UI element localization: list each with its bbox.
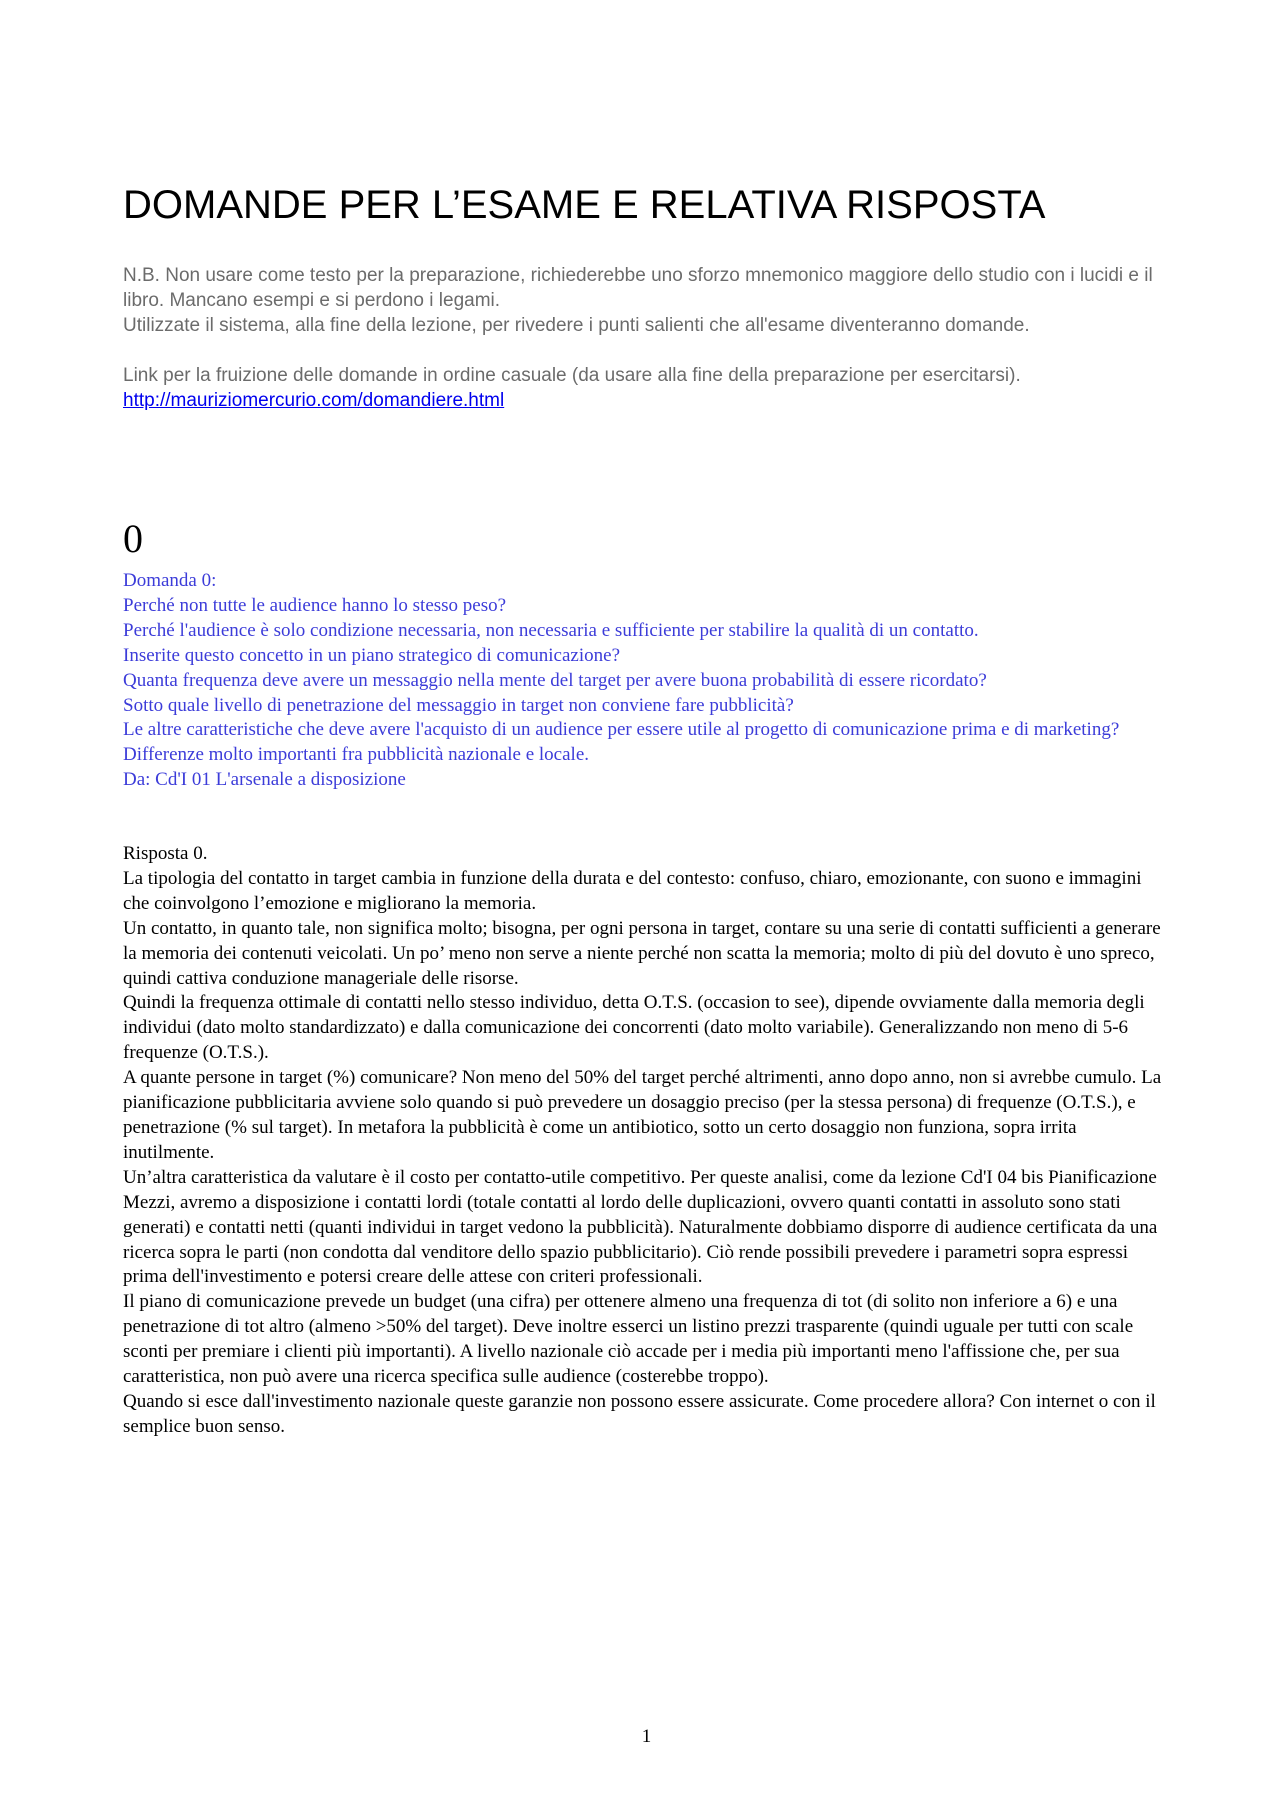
spacer: [123, 338, 1170, 363]
section-number: 0: [123, 516, 143, 561]
intro-note-line: Utilizzate il sistema, alla fine della lezione, per rivedere i punti salienti che all'esame diventeranno domande.: [123, 315, 1030, 336]
answer-heading: Risposta 0.: [123, 843, 208, 864]
domandiere-link[interactable]: http://mauriziomercurio.com/domandiere.html: [123, 390, 505, 411]
link-description: Link per la fruizione delle domande in ordine casuale (da usare alla fine della preparazione per esercitarsi).: [123, 365, 1021, 386]
answer-paragraph: Un contatto, in quanto tale, non significa molto; bisogna, per ogni persona in target, contare su una serie di contatti sufficienti a generare la memoria dei contenuti veicolati. Un po’ meno non serve a niente perché non scatta la memoria; molto di più del dovuto è uno spreco, quindi cattiva conduzione manageriale delle risorse.: [123, 917, 1161, 989]
answer-paragraph: Quando si esce dall'investimento nazionale queste garanzie non possono essere assicurate. Come procedere allora? Con internet o con il semplice buon senso.: [123, 1390, 1156, 1437]
answer-paragraph: A quante persone in target (%) comunicare? Non meno del 50% del target perché altrimenti, anno dopo anno, non si avrebbe cumulo. La pianificazione pubblicitaria avviene solo quando si può prevedere un dosaggio preciso (per la stessa persona) di frequenze (O.T.S.), e penetrazione (% sul target). In metafora la pubblicità è come un antibiotico, sotto un certo dosaggio non funziona, sopra irrita inutilmente.: [123, 1067, 1162, 1163]
answer-paragraph: Quindi la frequenza ottimale di contatti nello stesso individuo, detta O.T.S. (occasion to see), dipende ovviamente dalla memoria degli individui (dato molto standardizzato) e dalla comunicazione dei concorrenti (dato molto variabile). Generalizzando non meno di 5-6 frequenze (O.T.S.).: [123, 992, 1145, 1064]
document-page: [123, 0, 1170, 1811]
answer-paragraph: La tipologia del contatto in target cambia in funzione della durata e del contesto: confuso, chiaro, emozionante, con suono e immagini che coinvolgono l’emozione e migliorano la memoria.: [123, 867, 1142, 914]
intro-note: [123, 263, 1170, 413]
document-title: DOMANDE PER L’ESAME E RELATIVA RISPOSTA: [123, 183, 1046, 227]
question-block: [123, 569, 1170, 793]
question-source: Da: Cd'I 01 L'arsenale a disposizione: [123, 769, 406, 791]
question-line: Quanta frequenza deve avere un messaggio nella mente del target per avere buona probabilità di essere ricordato?: [123, 669, 987, 691]
answer-block: [123, 842, 1170, 1440]
question-line: Perché non tutte le audience hanno lo stesso peso?: [123, 594, 507, 616]
page-number: 1: [641, 1726, 652, 1747]
link-line: [123, 388, 1170, 413]
intro-note-line: N.B. Non usare come testo per la preparazione, richiederebbe uno sforzo mnemonico maggiore dello studio con i lucidi e il libro. Mancano esempi e si perdono i legami.: [123, 265, 1153, 311]
question-line: Sotto quale livello di penetrazione del messaggio in target non conviene fare pubblicità?: [123, 694, 794, 716]
question-line: Le altre caratteristiche che deve avere l'acquisto di un audience per essere utile al progetto di comunicazione prima e di marketing?: [123, 719, 1120, 741]
question-line: Perché l'audience è solo condizione necessaria, non necessaria e sufficiente per stabilire la qualità di un contatto.: [123, 619, 979, 641]
question-line: Differenze molto importanti fra pubblicità nazionale e locale.: [123, 744, 590, 766]
question-line: Domanda 0:: [123, 570, 217, 591]
answer-paragraph: Il piano di comunicazione prevede un budget (una cifra) per ottenere almeno una frequenza di tot (di solito non inferiore a 6) e una penetrazione di tot altro (almeno >50% del target). Deve inoltre esserci un listino prezzi trasparente (quindi uguale per tutti con scale sconti per premiare i clienti più importanti). A livello nazionale ciò accade per i media più importanti meno l'affissione che, per sua caratteristica, non può avere una ricerca specifica sulle audience (costerebbe troppo).: [123, 1291, 1134, 1388]
question-line: Inserite questo concetto in un piano strategico di comunicazione?: [123, 644, 620, 666]
answer-paragraph: Un’altra caratteristica da valutare è il costo per contatto-utile competitivo. Per queste analisi, come da lezione Cd'I 04 bis Pianificazione Mezzi, avremo a disposizione i contatti lordi (totale contatti al lordo delle duplicazioni, ovvero quanti contatti in assoluto sono stati generati) e contatti netti (quanti individui in target vedono la pubblicità). Naturalmente dobbiamo disporre di audience certificata da una ricerca sopra le parti (non condotta dal venditore dello spazio pubblicitario). Ciò rende possibili prevedere i parametri sopra espressi prima dell'investimento e potersi creare delle attese con criteri professionali.: [123, 1166, 1158, 1288]
